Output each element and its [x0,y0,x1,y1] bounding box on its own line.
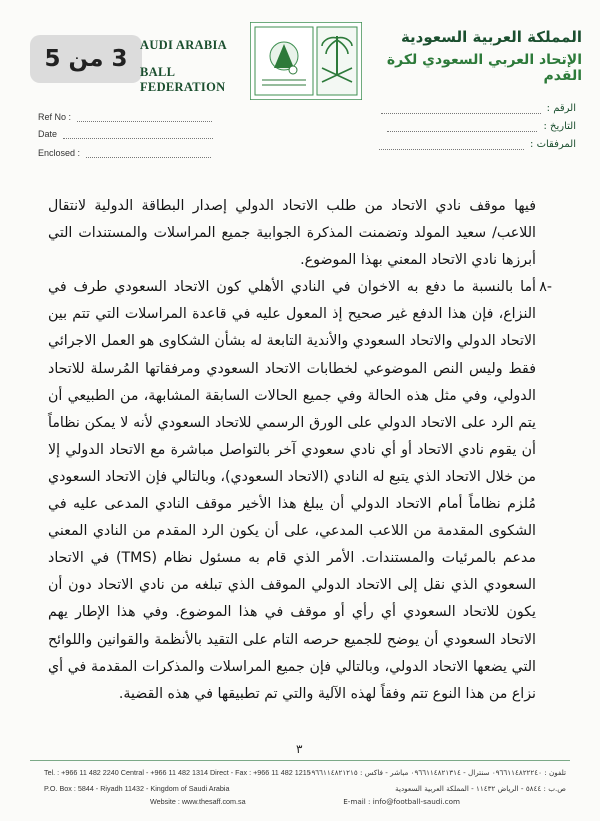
ar-ref-field [381,103,576,114]
footer-ar-tel: تلفون : ٠٩٦٦١١٤٨٢٢٢٤٠ سنترال - ٠٩٦٦١١٤٨٢١٣١٤ مباشر - فاكس : ٠٩٦٦١١٤٨٢١٢١٥ [307,768,566,777]
letterhead-en-line2: BALL FEDERATION [140,65,226,94]
letterhead-en-line1: AUDI ARABIA [140,38,227,52]
item-number: -٨ [539,279,552,296]
arabic-letterhead [352,28,582,84]
numbered-item-8 [48,274,552,708]
date-field [38,129,213,139]
date-label: Date [38,129,58,139]
ref-no-label: Ref No : [38,112,72,122]
federation-logo [250,22,362,100]
letterhead-ar-line1: المملكة العربية السعودية [400,28,582,46]
ar-enclosed-label: المرفقات : [530,139,576,150]
ar-date-label: التاريخ : [543,121,576,132]
footer-en-tel: Tel. : +966 11 482 2240 Central - +966 11 482 1314 Direct - Fax : +966 11 482 1215 [44,768,311,777]
footer-divider [30,760,570,761]
footer-en-web: Website : www.thesaff.com.sa [150,797,246,806]
page-number: ٣ [296,742,303,756]
english-letterhead [140,38,260,95]
letter-body [48,193,552,708]
ar-ref-label: الرقم : [546,103,576,114]
enclosed-label: Enclosed : [38,148,81,158]
page-count-badge: 3 من 5 [30,35,142,83]
footer-en-po: P.O. Box : 5844 - Riyadh 11432 - Kingdom of Saudi Arabia [44,784,230,793]
footer-email: E-mail : info@football-saudi.com [343,797,460,806]
enclosed-field [38,148,211,158]
letterhead-ar-line2: الإتحاد العربي السعودي لكرة القدم [386,52,582,84]
footer-ar-po: ص.ب : ٥٨٤٤ - الرياض ١١٤٣٢ - المملكة العربية السعودية [395,784,566,793]
ar-date-field [387,121,576,132]
paragraph-continuation: فيها موقف نادي الاتحاد من طلب الاتحاد الدولي إصدار البطاقة الدولية لانتقال اللاعب/ سعيد المولد وتضمنت المذكرة الجوابية جميع المراسلات والمستندات التي أبرزها نادي الاتحاد المعني بهذا الموضوع. [48,198,536,269]
item-8-text: أما بالنسبة ما دفع به الاخوان في النادي الأهلي كون الاتحاد السعودي طرف في النزاع، فإن هذا الدفع غير صحيح إذ المعول عليه في قاعدة المراسلات التي تتم بين الاتحاد الدولي والاتحاد السعودي والأندية التابعة له بشأن الشكاوى هو العمل الاجرائي فقط وليس النص الموضوعي لخطابات الاتحاد السعودي ومرفقاتها المُرسلة للاتحاد الدولي، وفي مثل هذه الحالة وفي جميع الحالات السابقة المشابهة، من الطبيعي أن يتم الرد على الاتحاد الدولي على الورق الرسمي للاتحاد السعودي لأنه لا يمكن نظاماً أن يقوم نادي الاتحاد أو أي نادي سعودي آخر بالتواصل مباشرة مع الاتحاد الدولي إلا من خلال الاتحاد الذي يتبع له النادي (الاتحاد السعودي)، وبالتالي فإن الاتحاد السعودي مُلزم نظاماً أمام الاتحاد الدولي أن يبلغ هذا الأخير موقف النادي المدعى عليه في الشكوى المقدمة من اللاعب المدعي، على أن يكون الرد المقدم من النادي المعني مدعم بالمرئيات والمستندات. الأمر الذي قام به مسئول نظام (TMS) في الاتحاد السعودي الذي نقل إلى الاتحاد الدولي الموقف الذي تبلغه من نادي الاتحاد دون أن يكون للاتحاد السعودي أي رأي أو موقف في هذا الموضوع. وفي هذا الإطار يهم الاتحاد السعودي أن يوضح للجميع حرصه التام على التقيد بالأنظمة والقوانين واللوائح التي يضعها الاتحاد الدولي، وبالتالي فإن جميع المراسلات والمذكرات المقدمة في أي نزاع من هذا النوع تتم وفقاً لهذه الآلية والتي تم تطبيقها في هذه القضية. [48,279,536,702]
ar-enclosed-field [379,139,576,150]
ref-no-field [38,112,212,122]
